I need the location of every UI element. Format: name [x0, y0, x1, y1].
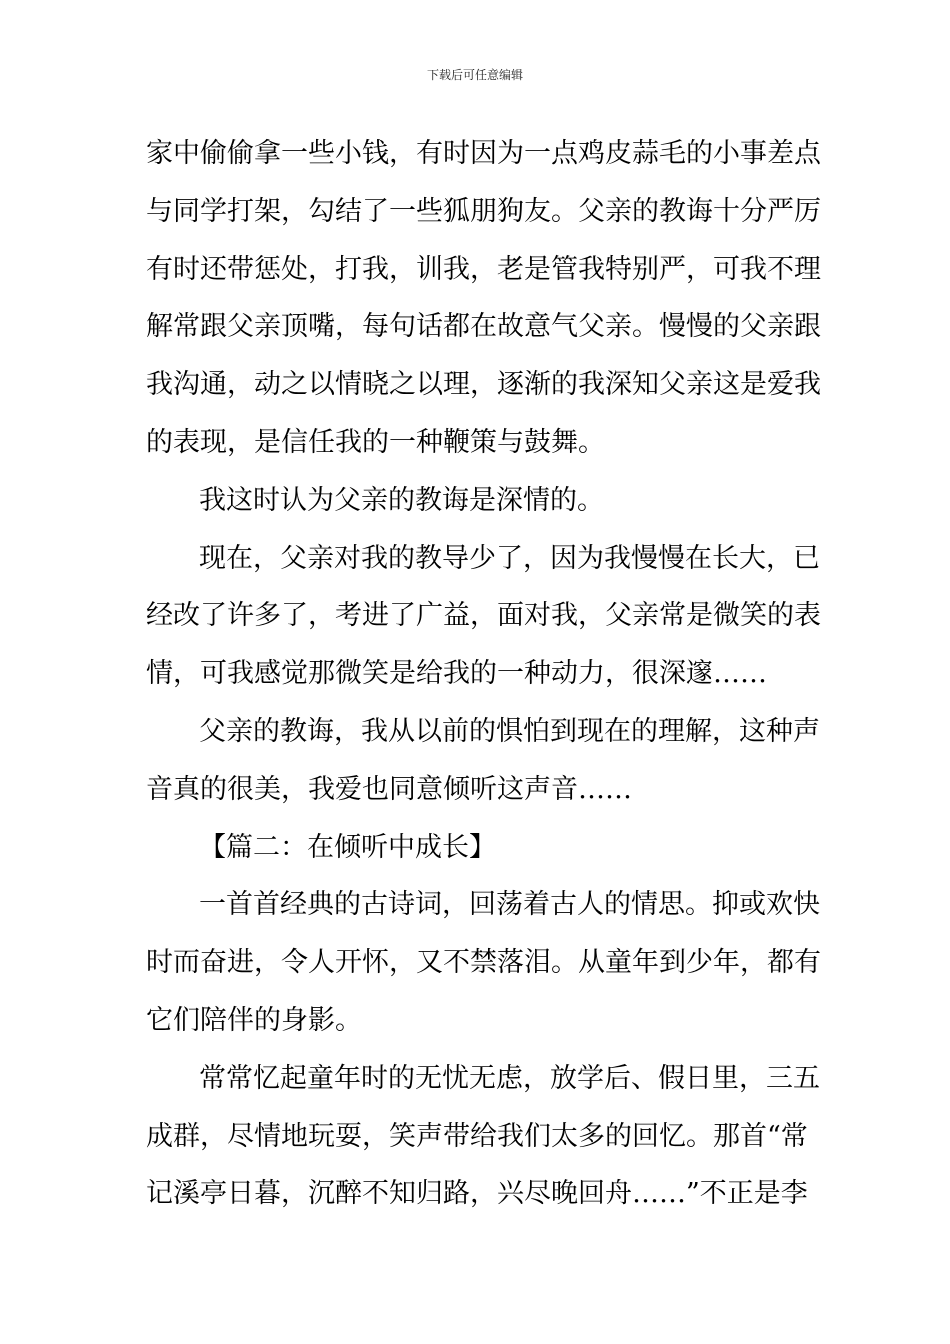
text-line: 与同学打架，勾结了一些狐朋狗友。父亲的教诲十分严厉: [146, 195, 821, 227]
text-line: 家中偷偷拿一些小钱，有时因为一点鸡皮蒜毛的小事差点: [146, 138, 821, 169]
text-line: 一首首经典的古诗词，回荡着古人的情思。抑或欢快: [199, 889, 820, 921]
text-line: 音真的很美，我爱也同意倾听这声音……: [146, 773, 632, 805]
page-header: 下载后可任意编辑: [426, 68, 523, 82]
text-line: 常常忆起童年时的无忧无虑，放学后、假日里，三五: [199, 1062, 820, 1094]
paragraph: [146, 1050, 820, 1223]
paragraph: [146, 703, 820, 819]
text-line: 现在，父亲对我的教导少了，因为我慢慢在长大，已: [199, 542, 820, 574]
text-line: 经改了许多了，考进了广益，面对我，父亲常是微笑的表: [146, 600, 821, 632]
paragraph: [146, 876, 821, 1049]
text-line: 解常跟父亲顶嘴，每句话都在故意气父亲。慢慢的父亲跟: [146, 311, 821, 343]
text-line: 我沟通，动之以情晓之以理，逐渐的我深知父亲这是爱我: [146, 369, 821, 401]
text-line: 有时还带惩处，打我，训我，老是管我特别严，可我不理: [146, 253, 821, 285]
text-line: 情，可我感觉那微笑是给我的一种动力，很深邃……: [146, 658, 767, 690]
document-body: [146, 125, 821, 1223]
section-heading: [146, 819, 816, 877]
text-line: 【篇二：在倾听中成长】: [199, 831, 496, 863]
text-line: 我这时认为父亲的教诲是深情的。: [199, 484, 604, 516]
text-line: 成群，尽情地玩耍，笑声带给我们太多的回忆。那首“常: [146, 1120, 808, 1152]
text-line: 的表现，是信任我的一种鞭策与鼓舞。: [146, 426, 605, 458]
text-line: 记溪亭日暮，沉醉不知归路，兴尽晚回舟……”不正是李: [146, 1178, 808, 1210]
paragraph: [146, 530, 821, 703]
paragraph: [146, 125, 821, 472]
text-line: 它们陪伴的身影。: [146, 1004, 362, 1036]
paragraph: [146, 472, 816, 530]
text-line: 父亲的教诲，我从以前的惧怕到现在的理解，这种声: [199, 715, 820, 747]
text-line: 时而奋进，令人开怀，又不禁落泪。从童年到少年，都有: [146, 947, 821, 979]
